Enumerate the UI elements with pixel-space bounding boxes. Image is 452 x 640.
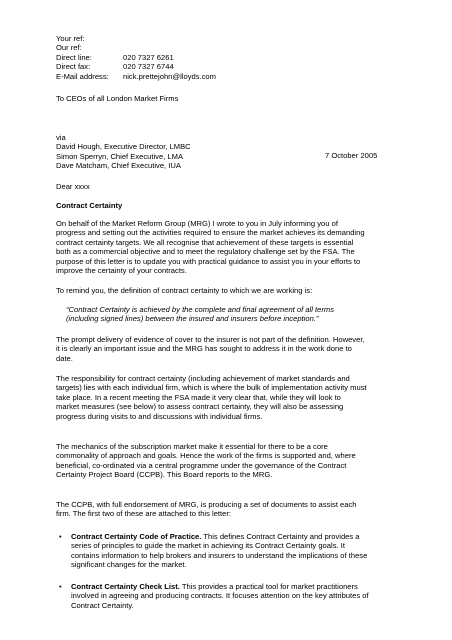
text-line: involved in agreeing and producing contracts. It focuses attention on the key attributes of (71, 591, 369, 601)
paragraph-intro (56, 219, 406, 275)
via-person: Simon Sperryn, Chief Executive, LMA (56, 151, 184, 161)
paragraph-responsibility (56, 374, 406, 421)
text-line: contract certainty targets. We all recognise that achievement of these targets is essential (56, 237, 354, 247)
text-line: improve the certainty of your contracts. (56, 265, 187, 275)
ref-row (56, 43, 406, 52)
text-line: take place. In a recent meeting the FSA made it very clear that, while they will look to (56, 392, 341, 402)
ref-row (56, 62, 406, 71)
definition-quote (66, 305, 396, 324)
bullet-text (71, 582, 406, 610)
text-line: contains information to help brokers and insurers to understand the implications of these (71, 550, 368, 560)
text-line: The CCPB, with full endorsement of MRG, is producing a set of documents to assist each (56, 500, 357, 509)
via-person: Dave Matcham, Chief Executive, IUA (56, 161, 181, 171)
ref-label: Direct line: (56, 52, 92, 62)
subject-heading: Contract Certainty (56, 201, 123, 210)
paragraph-evidence (56, 335, 406, 363)
bullet-title: Contract Certainty Code of Practice. (71, 532, 202, 541)
ref-row (56, 53, 406, 62)
ref-row (56, 34, 406, 43)
text-line: date. (56, 353, 73, 363)
via-person: David Hough, Executive Director, LMBC (56, 142, 191, 152)
ref-value: 020 7327 6261 (123, 52, 174, 62)
text-line: market measures (see below) to assess contract certainty, they will also be assessing (56, 402, 344, 412)
ref-value: nick.prettejohn@lloyds.com (123, 71, 216, 81)
text-line: progress and setting out the activities required to ensure the market achieves its demanding (56, 228, 365, 238)
text-line: The mechanics of the subscription market make it essential for there to be a core (56, 442, 328, 451)
letter-date: 7 October 2005 (325, 151, 378, 160)
bullet-rest: This provides a practical tool for market practitioners (179, 582, 358, 591)
text-line: both as a commercial objective and to meet the regulatory challenge set by the FSA. The (56, 247, 355, 257)
text-line: it is clearly an important issue and the MRG has sought to address it in the work done to (56, 344, 352, 354)
text-line: The responsibility for contract certainty (including achievement of market standards and (56, 374, 350, 383)
text-line: progress during visits to and discussions with individual firms. (56, 411, 263, 421)
paragraph-documents (56, 500, 406, 519)
reference-block (56, 34, 406, 81)
quote-line: (including signed lines) between the insured and insurers before inception.” (66, 314, 319, 324)
quote-line: “Contract Certainty is achieved by the complete and final agreement of all terms (66, 305, 335, 314)
ref-label: Your ref: (56, 34, 85, 43)
bullet-marker: • (59, 532, 62, 541)
text-line: On behalf of the Market Reform Group (MRG) I wrote to you in July informing you of (56, 219, 338, 228)
bullet-title: Contract Certainty Check List. (71, 582, 180, 591)
ref-label: E-Mail address: (56, 71, 109, 81)
ref-label: Direct fax: (56, 62, 91, 72)
bullet-rest: This defines Contract Certainty and provides a (201, 532, 360, 541)
paragraph-definition-intro: To remind you, the definition of contract certainty to which we are working is: (56, 286, 313, 295)
bullet-marker: • (59, 582, 62, 591)
text-line: targets) lies with each individual firm, which is where the bulk of implementation activity must (56, 383, 367, 393)
text-line: The prompt delivery of evidence of cover to the insurer is not part of the definition. However, (56, 335, 365, 344)
text-line: purpose of this letter is to update you with practical guidance to assist you in your efforts to (56, 256, 361, 266)
text-line: series of principles to guide the market in achieving its Contract Certainty goals. It (71, 541, 345, 551)
greeting: Dear xxxx (56, 182, 90, 191)
bullet-text (71, 532, 406, 570)
text-line: commonality of approach and goals. Hence the work of the firms is supported and, where (56, 451, 356, 461)
ref-row (56, 72, 406, 81)
text-line: Certainty Project Board (CCPB). This Board reports to the MRG. (56, 470, 273, 480)
text-line: beneficial, co-ordinated via a central programme under the governance of the Contract (56, 460, 347, 470)
ref-value: 020 7327 6744 (123, 62, 174, 72)
paragraph-mechanics (56, 442, 406, 480)
recipient-line: To CEOs of all London Market Firms (56, 94, 179, 103)
text-line: significant changes for the market. (71, 560, 187, 570)
text-line: firm. The first two of these are attached to this letter: (56, 509, 232, 519)
text-line (71, 582, 406, 591)
text-line: Contract Certainty. (71, 600, 134, 610)
text-line (71, 532, 406, 541)
via-label: via (56, 133, 66, 142)
ref-label: Our ref: (56, 43, 82, 53)
